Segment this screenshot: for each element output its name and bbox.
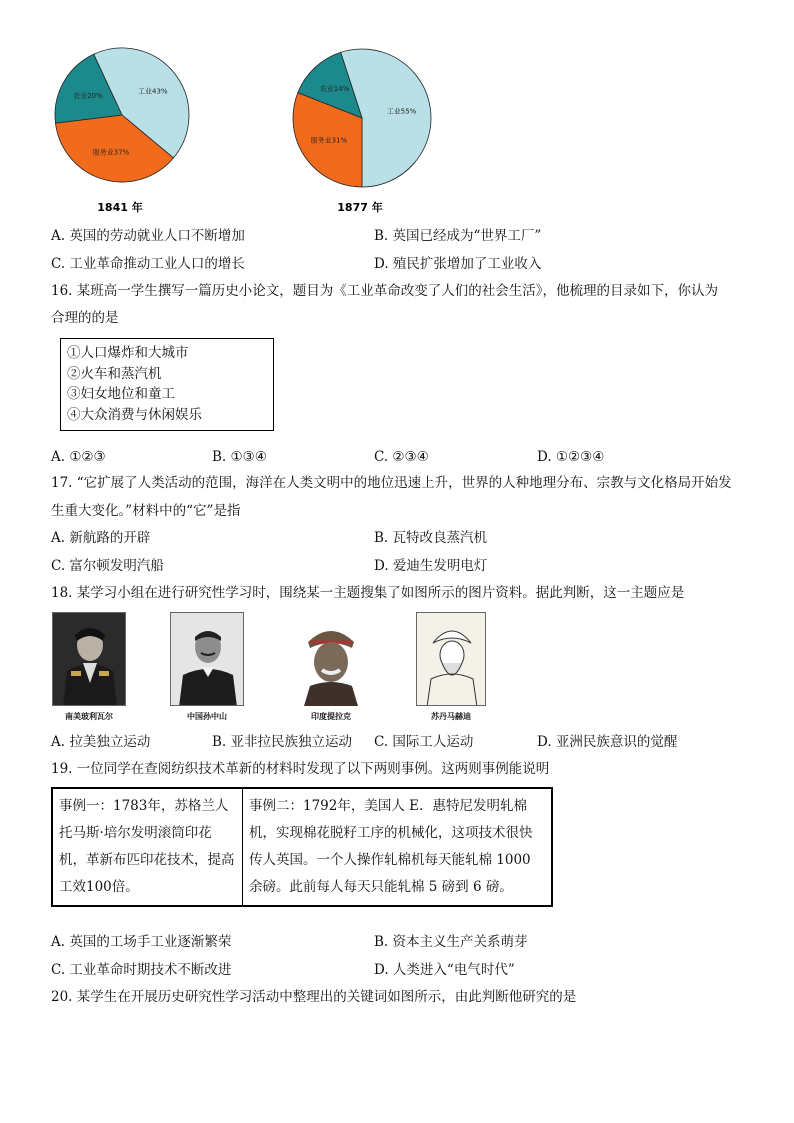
q17-option-a[interactable]: A. 新航路的开辟 (51, 530, 151, 546)
q18-option-c[interactable]: C. 国际工人运动 (374, 734, 474, 750)
q16-option-c[interactable]: C. ②③④ (374, 449, 429, 465)
portrait-caption: 苏丹马赫迪 (431, 712, 471, 721)
pie-1877-title: 1877 年 (337, 201, 383, 214)
q16-stem-line2: 合理的的是 (51, 310, 119, 326)
pie-label-industry: 工业55% (386, 107, 417, 116)
q19-case-table (51, 787, 553, 907)
q16-outline-item: ①人口爆炸和大城市 (67, 345, 189, 361)
q16-outline-box (60, 338, 274, 431)
q17-stem-line1: 17. “它扩展了人类活动的范围，海洋在人类文明中的地位迅速上升，世界的人种地理分布、宗教与文化格局开始发 (51, 475, 732, 491)
q16-option-a[interactable]: A. ①②③ (51, 449, 106, 465)
q17-option-b[interactable]: B. 瓦特改良蒸汽机 (374, 530, 488, 546)
portrait-caption: 中国孙中山 (187, 712, 227, 721)
portrait-caption: 南美玻利瓦尔 (65, 712, 113, 721)
q17-stem-line2: 生重大变化。”材料中的“它”是指 (51, 503, 241, 519)
pie-label-service: 服务业37% (92, 148, 130, 157)
q18-option-d[interactable]: D. 亚洲民族意识的觉醒 (537, 734, 678, 750)
q19-option-d[interactable]: D. 人类进入“电气时代” (374, 962, 515, 978)
q18-stem: 18. 某学习小组在进行研究性学习时，围绕某一主题搜集了如图所示的图片资料。据此判断，这一主题应是 (51, 585, 685, 601)
q16-option-b[interactable]: B. ①③④ (212, 449, 267, 465)
pie-label-industry: 工业43% (138, 87, 168, 96)
portrait-caption: 印度提拉克 (311, 712, 351, 721)
q19-stem: 19. 一位同学在查阅纺织技术革新的材料时发现了以下两则事例。这两则事例能说明 (51, 761, 550, 777)
q19-option-a[interactable]: A. 英国的工场手工业逐渐繁荣 (51, 934, 232, 950)
portrait-bolivar (52, 612, 126, 706)
q15-option-c[interactable]: C. 工业革命推动工业人口的增长 (51, 256, 245, 272)
q15-option-b[interactable]: B. 英国已经成为“世界工厂” (374, 228, 542, 244)
pie-1841-title: 1841 年 (97, 201, 143, 214)
q18-option-b[interactable]: B. 亚非拉民族独立运动 (212, 734, 353, 750)
q19-case-two: 事例二：1792年，美国人 E．惠特尼发明轧棉机，实现棉花脱籽工序的机械化，这项技术很快传人英国。一个人操作轧棉机每天能轧棉 1000 余磅。此前每人每天只能轧棉 5 磅到 6 磅。 (249, 798, 533, 895)
q18-option-a[interactable]: A. 拉美独立运动 (51, 734, 151, 750)
q19-case-one: 事例一：1783年，苏格兰人托马斯·培尔发明滚筒印花机，革新布匹印花技术，提高工效100倍。 (53, 789, 243, 905)
q15-option-d[interactable]: D. 殖民扩张增加了工业收入 (374, 256, 542, 272)
q16-option-d[interactable]: D. ①②③④ (537, 449, 605, 465)
q16-outline-item: ④大众消费与休闲娱乐 (67, 406, 202, 423)
q16-outline-item: ②火车和蒸汽机 (67, 365, 162, 382)
portrait-tilak (290, 612, 372, 706)
q17-option-d[interactable]: D. 爱迪生发明电灯 (374, 558, 488, 574)
pie-charts (0, 0, 794, 220)
portrait-sun-yat-sen (170, 612, 244, 706)
q17-option-c[interactable]: C. 富尔顿发明汽船 (51, 558, 164, 574)
q15-option-a[interactable]: A. 英国的劳动就业人口不断增加 (51, 228, 245, 244)
pie-chart-1877 (293, 49, 431, 187)
pie-label-agriculture: 农业14% (319, 84, 350, 93)
pie-chart-1841 (55, 48, 189, 182)
pie-label-agriculture: 农业20% (73, 92, 103, 101)
q19-option-c[interactable]: C. 工业革命时期技术不断改进 (51, 962, 232, 978)
q16-outline-item: ③妇女地位和童工 (67, 386, 175, 402)
portrait-mahdi (416, 612, 486, 706)
q20-stem: 20. 某学生在开展历史研究性学习活动中整理出的关键词如图所示，由此判断他研究的是 (51, 989, 577, 1005)
pie-label-service: 服务业31% (310, 136, 348, 145)
q16-stem-line1: 16. 某班高一学生撰写一篇历史小论文，题目为《工业革命改变了人们的社会生活》，他梳理的目录如下，你认为 (51, 283, 719, 299)
q19-option-b[interactable]: B. 资本主义生产关系萌芽 (374, 934, 528, 950)
